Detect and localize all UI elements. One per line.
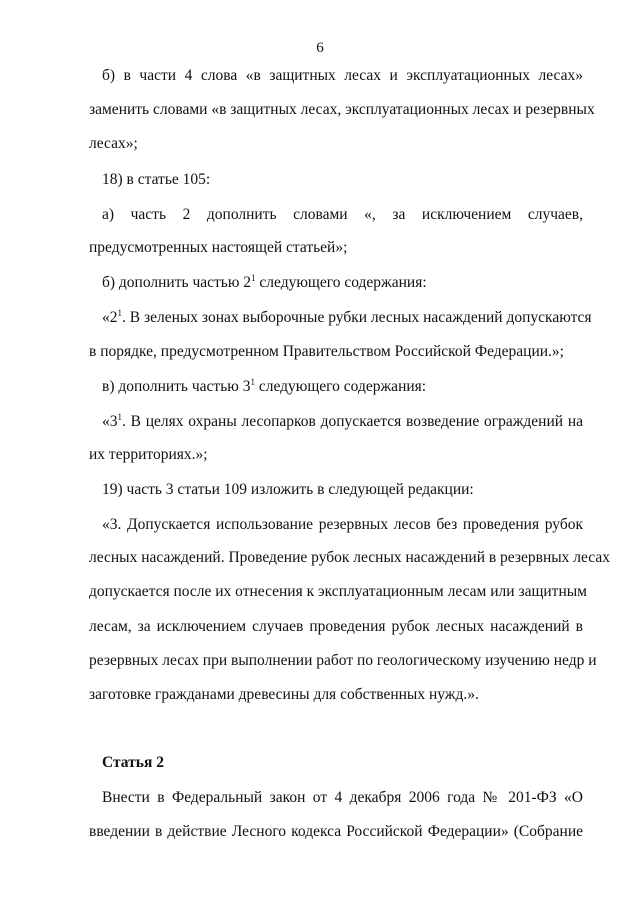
text-line: резервных лесах при выполнении работ по геологическому изучению недр и: [89, 652, 597, 669]
text-fragment: б) дополнить частью 2: [102, 274, 252, 291]
article-heading: Статья 2: [102, 754, 164, 771]
text-line: [102, 308, 592, 328]
text-line: заменить словами «в защитных лесах, эксплуатационных лесах и резервных: [89, 101, 595, 118]
text-line: предусмотренных настоящей статьей»;: [89, 239, 348, 256]
text-fragment: следующего содержания:: [255, 274, 427, 291]
text-fragment: «2: [102, 309, 118, 326]
text-line: «3. Допускается использование резервных лесов без проведения рубок: [102, 516, 583, 533]
text-line: Внести в Федеральный закон от 4 декабря 2006 года № 201-ФЗ «О: [102, 789, 583, 806]
text-fragment: в) дополнить частью 3: [102, 378, 251, 395]
text-line: их территориях.»;: [89, 446, 208, 463]
superscript: 1: [117, 308, 122, 318]
text-fragment: . В целях охраны лесопарков допускается возведение ограждений на: [122, 413, 583, 430]
text-line: лесных насаждений. Проведение рубок лесных насаждений в резервных лесах: [89, 549, 610, 566]
text-line: [102, 412, 583, 432]
superscript: 1: [250, 377, 255, 387]
text-line: заготовке гражданами древесины для собственных нужд.».: [89, 686, 479, 703]
text-line: введении в действие Лесного кодекса Российской Федерации» (Собрание: [89, 823, 583, 840]
text-line: в порядке, предусмотренном Правительством Российской Федерации.»;: [89, 343, 564, 360]
page-number: 6: [316, 40, 324, 56]
text-fragment: «3: [102, 413, 118, 430]
superscript: 1: [251, 273, 256, 283]
text-line: [102, 377, 583, 397]
superscript: 1: [117, 412, 122, 422]
text-line: лесам, за исключением случаев проведения рубок лесных насаждений в: [89, 618, 583, 635]
text-fragment: . В зеленых зонах выборочные рубки лесных насаждений допускаются: [122, 309, 592, 326]
text-line: б) в части 4 слова «в защитных лесах и эксплуатационных лесах»: [102, 67, 583, 84]
text-line: а) часть 2 дополнить словами «, за исключением случаев,: [102, 206, 583, 223]
text-line: 18) в статье 105:: [102, 171, 211, 188]
text-fragment: следующего содержания:: [254, 378, 427, 395]
text-line: 19) часть 3 статьи 109 изложить в следующей редакции:: [102, 481, 474, 498]
text-line: [102, 273, 583, 293]
text-line: допускается после их отнесения к эксплуатационным лесам или защитным: [89, 583, 587, 600]
text-line: лесах»;: [89, 135, 138, 152]
